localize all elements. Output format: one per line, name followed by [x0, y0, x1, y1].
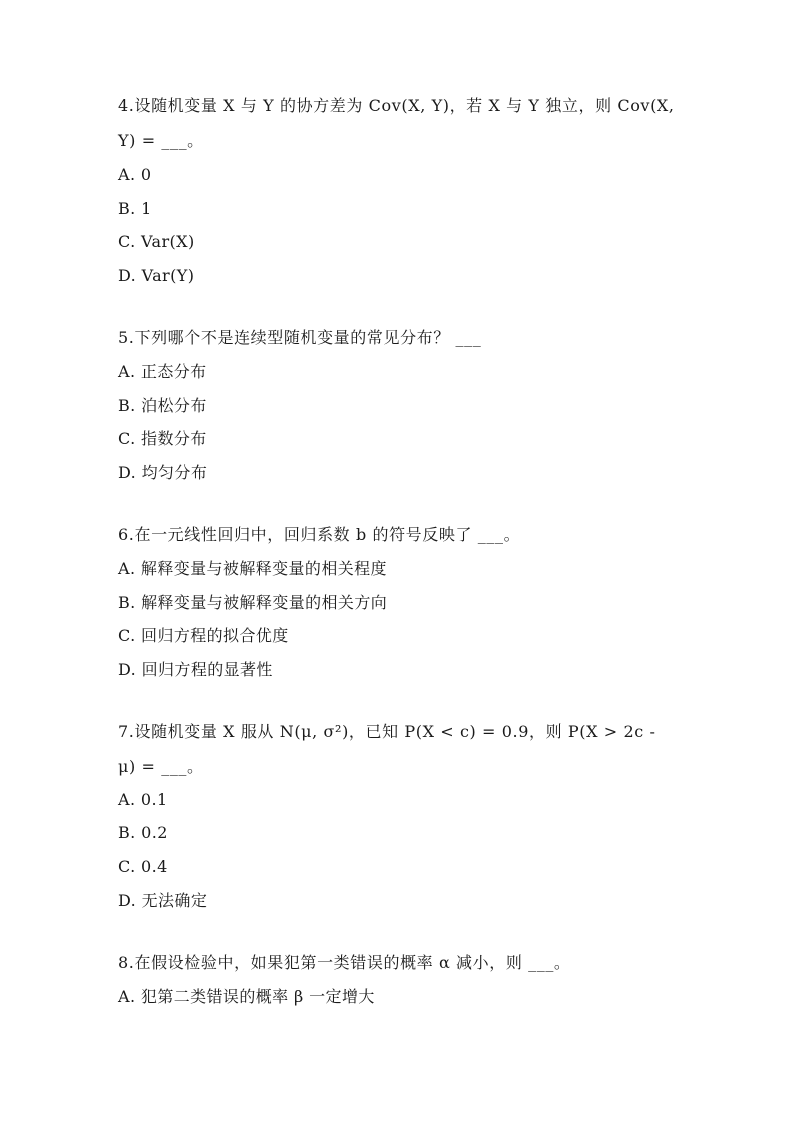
question-7-stem-line-1: 7.设随机变量 X 服从 N(μ, σ²)，已知 P(X < c) = 0.9，则 P(X > 2c -: [118, 722, 656, 741]
question-7-option-a: A. 0.1: [118, 790, 168, 809]
question-8-option-a: A. 犯第二类错误的概率 β 一定增大: [118, 987, 375, 1006]
question-6-option-a: A. 解释变量与被解释变量的相关程度: [118, 559, 387, 578]
question-5-option-b: B. 泊松分布: [118, 396, 207, 415]
question-7-option-c: C. 0.4: [118, 857, 168, 876]
question-6-option-c: C. 回归方程的拟合优度: [118, 626, 289, 645]
question-5-option-d: D. 均匀分布: [118, 463, 208, 482]
question-7-option-b: B. 0.2: [118, 823, 168, 842]
question-4-option-c: C. Var(X): [118, 232, 195, 251]
question-6-option-b: B. 解释变量与被解释变量的相关方向: [118, 593, 388, 612]
question-5-option-c: C. 指数分布: [118, 429, 207, 448]
question-4-stem-line-1: 4.设随机变量 X 与 Y 的协方差为 Cov(X, Y)，若 X 与 Y 独立，则 Cov(X,: [118, 96, 675, 115]
question-4-stem-line-2: Y) = ___。: [118, 131, 204, 150]
question-5-option-a: A. 正态分布: [118, 362, 207, 381]
question-6-option-d: D. 回归方程的显著性: [118, 660, 273, 679]
question-6-stem-line-1: 6.在一元线性回归中，回归系数 b 的符号反映了 ___。: [118, 525, 521, 544]
question-7-stem-line-2: μ) = ___。: [118, 757, 204, 776]
question-8-stem-line-1: 8.在假设检验中，如果犯第一类错误的概率 α 减小，则 ___。: [118, 953, 571, 972]
question-4-option-d: D. Var(Y): [118, 266, 195, 285]
question-5-stem-line-1: 5.下列哪个不是连续型随机变量的常见分布？ ___: [118, 328, 482, 347]
question-7-option-d: D. 无法确定: [118, 891, 208, 910]
question-4-option-a: A. 0: [118, 165, 152, 184]
question-4-option-b: B. 1: [118, 199, 152, 218]
